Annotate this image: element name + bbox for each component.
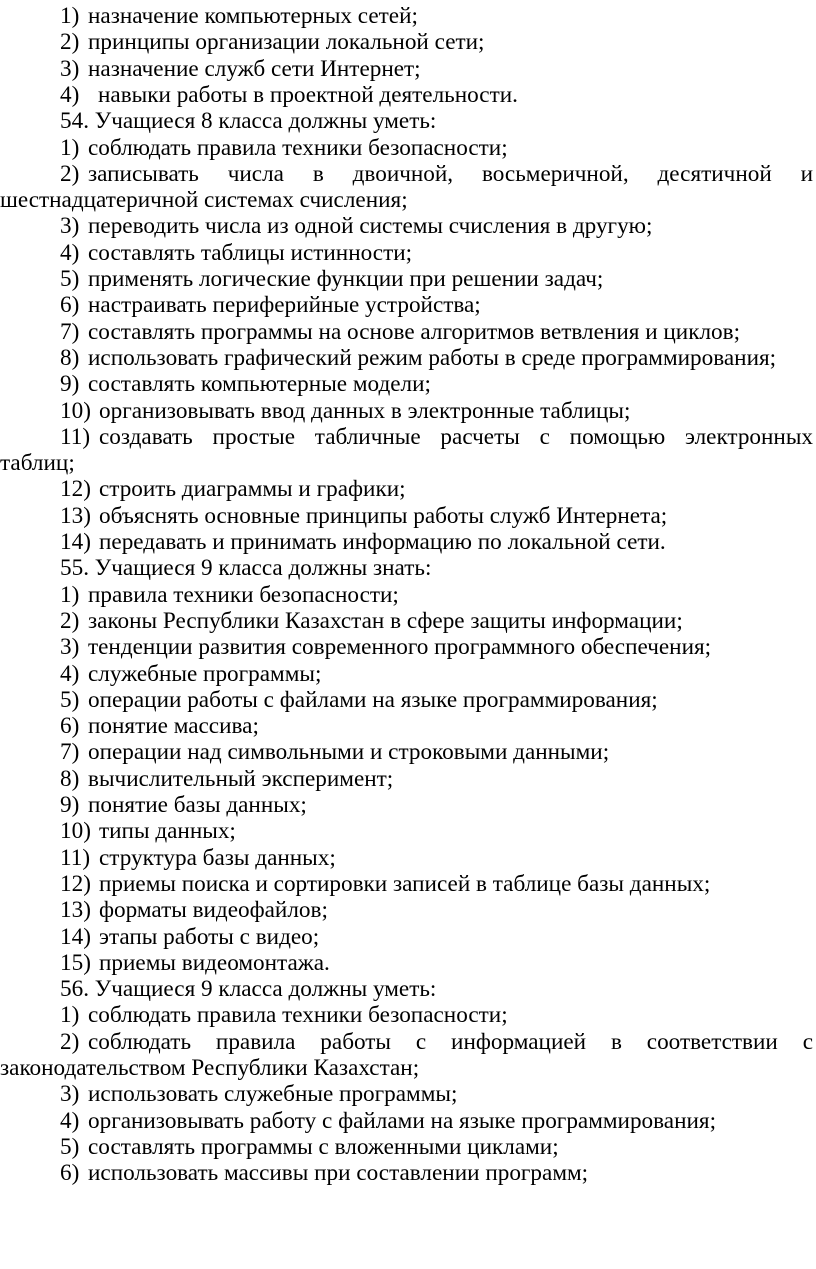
list-item-text: соблюдать правила техники безопасности; — [88, 1002, 508, 1029]
list-item-continuation-text: шестнадцатеричной системах счисления; — [0, 187, 408, 214]
list-item-text: организовывать ввод данных в электронные таблицы; — [99, 397, 631, 424]
list-item-number: 2) — [60, 160, 80, 187]
list-item-number: 2) — [60, 29, 80, 56]
list-item-text: приемы поиска и сортировки записей в таблице базы данных; — [99, 870, 711, 897]
list-item-text: законы Республики Казахстан в сфере защиты информации; — [88, 607, 683, 634]
list-item-number: 3) — [60, 213, 80, 240]
list-item-number: 14) — [60, 923, 91, 950]
list-item-number: 14) — [60, 529, 91, 555]
list-item-text: настраивать периферийные устройства; — [88, 292, 481, 319]
list-item-number: 6) — [60, 1160, 80, 1187]
list-item-text: назначение служб сети Интернет; — [88, 55, 421, 82]
list-item-number: 12) — [60, 870, 91, 897]
list-item-number: 3) — [60, 55, 80, 82]
list-item-number: 6) — [60, 713, 80, 740]
list-item-number: 15) — [60, 949, 91, 976]
list-item-text: соблюдать правила работы с информацией в соответствии с — [88, 1028, 813, 1055]
list-item-text: понятие базы данных; — [88, 792, 307, 818]
list-item-text: тенденции развития современного программного обеспечения; — [88, 634, 712, 661]
list-item-text: составлять таблицы истинности; — [88, 239, 413, 266]
list-item-text: применять логические функции при решении задач; — [88, 266, 604, 292]
list-item-text: правила техники безопасности; — [88, 581, 399, 608]
list-item-continuation-text: таблиц; — [0, 450, 75, 477]
list-item-continuation-text: законодательством Республики Казахстан; — [0, 1055, 420, 1081]
list-item-text: навыки работы в проектной деятельности. — [98, 81, 518, 108]
list-item-number: 10) — [60, 818, 91, 845]
list-item-text: использовать массивы при составлении программ; — [88, 1160, 589, 1187]
list-item-text: понятие массива; — [88, 713, 259, 740]
list-item-text: операции работы с файлами на языке программирования; — [88, 686, 658, 713]
list-item-text: использовать служебные программы; — [88, 1081, 458, 1108]
list-item-number: 13) — [60, 502, 91, 529]
list-item-number: 2) — [60, 1028, 80, 1055]
list-item-text: принципы организации локальной сети; — [88, 29, 485, 56]
list-item-number: 6) — [60, 292, 80, 319]
list-item-text: назначение компьютерных сетей; — [88, 3, 418, 29]
section-heading-text: 55. Учащиеся 9 класса должны знать: — [60, 555, 432, 582]
list-item-number: 1) — [60, 134, 80, 161]
list-item-text: составлять программы с вложенными циклами; — [88, 1133, 559, 1160]
list-item-number: 9) — [60, 371, 80, 398]
list-item-text: операции над символьными и строковыми данными; — [88, 739, 610, 766]
list-item-number: 3) — [60, 1081, 80, 1108]
section-heading-text: 54. Учащиеся 8 класса должны уметь: — [60, 108, 437, 135]
list-item-text: структура базы данных; — [99, 844, 336, 871]
list-item-number: 4) — [60, 239, 80, 266]
list-item-number: 12) — [60, 476, 91, 503]
list-item-text: служебные программы; — [88, 660, 322, 687]
list-item-number: 4) — [60, 660, 80, 687]
list-item-number: 4) — [60, 81, 80, 108]
list-item-text: создавать простые табличные расчеты с помощью электронных — [99, 423, 813, 450]
list-item-text: строить диаграммы и графики; — [99, 476, 406, 503]
list-item-number: 8) — [60, 765, 80, 792]
list-item-text: передавать и принимать информацию по локальной сети. — [99, 529, 666, 555]
list-item-text: этапы работы с видео; — [99, 923, 320, 950]
list-item-number: 11) — [60, 844, 91, 871]
list-item-number: 8) — [60, 344, 80, 371]
list-item-text: приемы видеомонтажа. — [99, 949, 330, 976]
list-item-number: 10) — [60, 397, 91, 424]
list-item-number: 7) — [60, 739, 80, 766]
list-item-number: 4) — [60, 1107, 80, 1134]
list-item-text: использовать графический режим работы в среде программирования; — [88, 344, 777, 371]
list-item-text: соблюдать правила техники безопасности; — [88, 134, 508, 161]
list-item-text: составлять компьютерные модели; — [88, 371, 431, 398]
section-heading-text: 56. Учащиеся 9 класса должны уметь: — [60, 976, 437, 1003]
list-item-text: переводить числа из одной системы счисления в другую; — [88, 213, 653, 240]
list-item-text: типы данных; — [99, 818, 236, 845]
list-item-number: 11) — [60, 423, 91, 450]
list-item-number: 7) — [60, 318, 80, 345]
list-item-text: организовывать работу с файлами на языке программирования; — [88, 1107, 717, 1134]
list-item-number: 5) — [60, 266, 80, 292]
list-item-number: 2) — [60, 607, 80, 634]
list-item-text: записывать числа в двоичной, восьмеричной, десятичной и — [88, 160, 813, 187]
list-item-number: 1) — [60, 581, 80, 608]
list-item-number: 13) — [60, 897, 91, 924]
list-item-text: составлять программы на основе алгоритмов ветвления и циклов; — [88, 318, 741, 345]
list-item-text: объяснять основные принципы работы служб Интернета; — [99, 502, 668, 529]
list-item-number: 1) — [60, 1002, 80, 1029]
list-item-text: вычислительный эксперимент; — [88, 765, 394, 792]
list-item-number: 5) — [60, 686, 80, 713]
list-item-text: форматы видеофайлов; — [99, 897, 328, 924]
list-item-number: 9) — [60, 792, 80, 818]
list-item-number: 3) — [60, 634, 80, 661]
list-item-number: 1) — [60, 3, 80, 29]
list-item-number: 5) — [60, 1133, 80, 1160]
